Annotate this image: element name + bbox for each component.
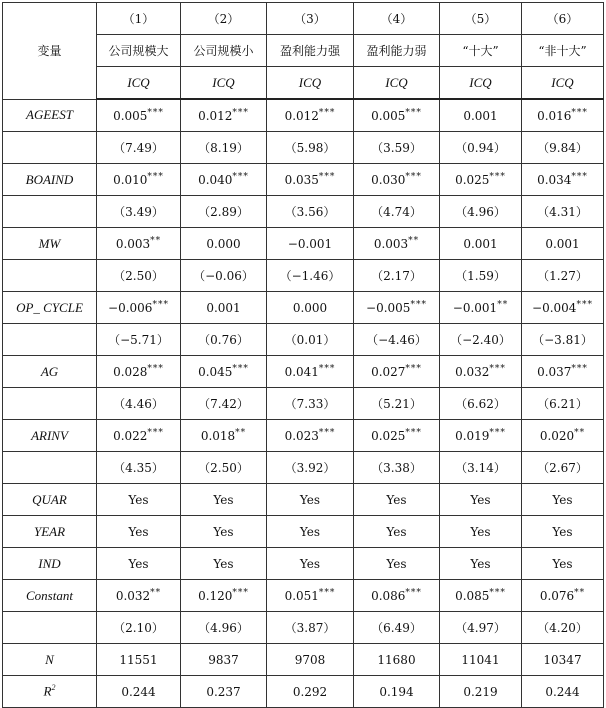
header-row-col-numbers <box>3 3 604 35</box>
dep-var-cell: ICQ <box>97 67 181 100</box>
coef-cell <box>267 420 354 452</box>
t-stat-cell: （6.21） <box>522 388 604 420</box>
empty-var-cell <box>3 196 97 228</box>
coef-value: 0.076 <box>539 589 575 603</box>
coef-value: 0.120 <box>198 589 233 603</box>
significance-stars: *** <box>147 108 164 118</box>
control-value-cell: Yes <box>354 484 440 516</box>
coef-cell <box>440 420 522 452</box>
significance-stars: *** <box>571 172 588 182</box>
coef-value: 0.005 <box>371 109 406 123</box>
control-value-cell: Yes <box>522 516 604 548</box>
coef-cell <box>354 164 440 196</box>
variable-name-cell: IND <box>3 548 97 580</box>
control-value-cell: Yes <box>354 516 440 548</box>
coef-cell <box>354 228 440 260</box>
coef-cell <box>522 420 604 452</box>
coef-cell <box>440 292 522 324</box>
t-stat-cell: （1.27） <box>522 260 604 292</box>
significance-stars: *** <box>405 108 422 118</box>
variable-name-cell: QUAR <box>3 484 97 516</box>
significance-stars: *** <box>318 364 336 374</box>
t-stat-cell: （8.19） <box>181 132 267 164</box>
significance-stars: *** <box>232 364 249 374</box>
r2-value-cell: 0.194 <box>354 676 440 708</box>
coef-cell <box>181 292 267 324</box>
t-stat-cell: （7.33） <box>267 388 354 420</box>
significance-stars: ** <box>574 588 586 598</box>
coef-cell <box>522 164 604 196</box>
r2-value-cell: 0.292 <box>267 676 354 708</box>
col-number-cell: （5） <box>440 3 522 35</box>
coef-cell <box>354 99 440 132</box>
t-stat-cell: （7.49） <box>97 132 181 164</box>
coef-value: −0.005 <box>366 301 411 315</box>
significance-stars: ** <box>574 428 586 438</box>
t-stat-cell: （0.76） <box>181 324 267 356</box>
variable-name-cell: BOAIND <box>3 164 97 196</box>
coef-cell <box>522 292 604 324</box>
t-stat-cell: （3.49） <box>97 196 181 228</box>
table-body <box>3 3 604 708</box>
coef-cell <box>181 356 267 388</box>
coef-value: 0.012 <box>284 109 319 123</box>
t-stat-cell: （−1.46） <box>267 260 354 292</box>
coef-value: 0.005 <box>113 109 148 123</box>
control-value-cell: Yes <box>97 484 181 516</box>
coef-value: 0.019 <box>455 429 490 443</box>
col-group-cell: “非十大” <box>522 35 604 67</box>
coef-cell <box>181 420 267 452</box>
t-stat-cell: （2.50） <box>97 260 181 292</box>
col-number-cell: （4） <box>354 3 440 35</box>
t-stat-cell: （−5.71） <box>97 324 181 356</box>
t-stat-cell: （−2.40） <box>440 324 522 356</box>
t-stat-cell: （3.14） <box>440 452 522 484</box>
coef-row <box>3 580 604 612</box>
significance-stars: *** <box>489 172 506 182</box>
coef-value: 0.000 <box>292 301 328 315</box>
t-stat-cell: （4.31） <box>522 196 604 228</box>
empty-var-cell <box>3 388 97 420</box>
r2-superscript: 2 <box>51 683 56 693</box>
coef-row <box>3 292 604 324</box>
col-number-cell: （2） <box>181 3 267 35</box>
control-row <box>3 516 604 548</box>
variable-name-cell: N <box>3 644 97 676</box>
control-value-cell: Yes <box>440 516 522 548</box>
coef-cell <box>97 420 181 452</box>
coef-row <box>3 420 604 452</box>
t-stat-row <box>3 196 604 228</box>
control-value-cell: Yes <box>440 548 522 580</box>
r2-row <box>3 676 604 708</box>
variable-name-cell: Constant <box>3 580 97 612</box>
t-stat-cell: （4.74） <box>354 196 440 228</box>
coef-cell <box>522 99 604 132</box>
significance-stars: *** <box>489 588 506 598</box>
coef-value: 0.035 <box>284 173 319 187</box>
t-stat-cell: （2.10） <box>97 612 181 644</box>
n-value-cell: 11041 <box>440 644 522 676</box>
t-stat-cell: （5.21） <box>354 388 440 420</box>
significance-stars: *** <box>232 172 249 182</box>
coef-value: 0.041 <box>284 365 319 379</box>
r2-value-cell: 0.244 <box>522 676 604 708</box>
coef-row <box>3 228 604 260</box>
col-group-cell: 公司规模小 <box>181 35 267 67</box>
coef-value: 0.045 <box>198 365 233 379</box>
r2-label-cell <box>3 676 97 708</box>
control-row <box>3 548 604 580</box>
coef-value: 0.040 <box>198 173 233 187</box>
coef-cell <box>97 356 181 388</box>
var-header-cell: 变量 <box>3 3 97 100</box>
t-stat-row <box>3 260 604 292</box>
coef-value: 0.020 <box>539 429 575 443</box>
empty-var-cell <box>3 612 97 644</box>
control-value-cell: Yes <box>267 548 354 580</box>
control-value-cell: Yes <box>181 516 267 548</box>
coef-cell <box>440 356 522 388</box>
t-stat-cell: （2.17） <box>354 260 440 292</box>
control-value-cell: Yes <box>181 548 267 580</box>
dep-var-cell: ICQ <box>522 67 604 100</box>
coef-cell <box>97 292 181 324</box>
coef-value: 0.032 <box>455 365 490 379</box>
t-stat-row <box>3 132 604 164</box>
t-stat-cell: （4.20） <box>522 612 604 644</box>
regression-table-container <box>2 2 604 708</box>
t-stat-row <box>3 324 604 356</box>
control-value-cell: Yes <box>97 548 181 580</box>
r2-value-cell: 0.244 <box>97 676 181 708</box>
t-stat-cell: （3.92） <box>267 452 354 484</box>
control-value-cell: Yes <box>267 516 354 548</box>
variable-name-cell: AGEEST <box>3 99 97 132</box>
coef-cell <box>97 99 181 132</box>
significance-stars: ** <box>235 428 247 438</box>
coef-cell <box>354 292 440 324</box>
coef-cell <box>354 580 440 612</box>
significance-stars: *** <box>571 364 588 374</box>
t-stat-cell: （4.46） <box>97 388 181 420</box>
significance-stars: *** <box>147 364 164 374</box>
coef-cell <box>440 228 522 260</box>
t-stat-cell: （−3.81） <box>522 324 604 356</box>
coef-cell <box>97 228 181 260</box>
significance-stars: *** <box>405 588 422 598</box>
t-stat-row <box>3 612 604 644</box>
empty-var-cell <box>3 324 97 356</box>
significance-stars: *** <box>405 172 422 182</box>
coef-value: 0.025 <box>371 429 406 443</box>
coef-value: −0.001 <box>287 237 333 251</box>
n-value-cell: 11551 <box>97 644 181 676</box>
significance-stars: *** <box>405 364 422 374</box>
significance-stars: ** <box>150 588 162 598</box>
dep-var-cell: ICQ <box>267 67 354 100</box>
significance-stars: *** <box>232 588 249 598</box>
coef-cell <box>267 356 354 388</box>
coef-cell <box>267 228 354 260</box>
t-stat-cell: （2.50） <box>181 452 267 484</box>
col-group-cell: 盈利能力弱 <box>354 35 440 67</box>
coef-cell <box>267 292 354 324</box>
n-value-cell: 9708 <box>267 644 354 676</box>
variable-name-cell: OP_ CYCLE <box>3 292 97 324</box>
coef-cell <box>97 164 181 196</box>
control-value-cell: Yes <box>181 484 267 516</box>
coef-value: 0.086 <box>371 589 406 603</box>
col-number-cell: （1） <box>97 3 181 35</box>
t-stat-cell: （2.67） <box>522 452 604 484</box>
t-stat-cell: （6.49） <box>354 612 440 644</box>
t-stat-cell: （2.89） <box>181 196 267 228</box>
t-stat-cell: （−4.46） <box>354 324 440 356</box>
coef-cell <box>440 580 522 612</box>
significance-stars: *** <box>318 108 336 118</box>
coef-cell <box>440 164 522 196</box>
coef-cell <box>181 164 267 196</box>
coef-cell <box>181 99 267 132</box>
t-stat-cell: （3.56） <box>267 196 354 228</box>
coef-row <box>3 356 604 388</box>
dep-var-cell: ICQ <box>440 67 522 100</box>
r2-value-cell: 0.237 <box>181 676 267 708</box>
variable-name-cell: ARINV <box>3 420 97 452</box>
coef-row <box>3 164 604 196</box>
col-group-cell: 公司规模大 <box>97 35 181 67</box>
coef-value: 0.001 <box>206 301 241 315</box>
empty-var-cell <box>3 452 97 484</box>
t-stat-cell: （−0.06） <box>181 260 267 292</box>
coef-value: −0.004 <box>532 301 577 315</box>
t-stat-cell: （7.42） <box>181 388 267 420</box>
coef-value: 0.010 <box>113 173 148 187</box>
coef-value: 0.051 <box>284 589 319 603</box>
coef-value: 0.023 <box>284 429 319 443</box>
coef-cell <box>354 356 440 388</box>
control-value-cell: Yes <box>522 548 604 580</box>
significance-stars: ** <box>150 236 162 246</box>
control-value-cell: Yes <box>440 484 522 516</box>
dep-var-cell: ICQ <box>181 67 267 100</box>
t-stat-cell: （4.96） <box>440 196 522 228</box>
coef-value: 0.027 <box>371 365 406 379</box>
t-stat-cell: （5.98） <box>267 132 354 164</box>
n-value-cell: 9837 <box>181 644 267 676</box>
significance-stars: *** <box>318 172 336 182</box>
t-stat-cell: （3.87） <box>267 612 354 644</box>
coef-value: 0.085 <box>455 589 490 603</box>
t-stat-cell: （1.59） <box>440 260 522 292</box>
significance-stars: *** <box>147 172 164 182</box>
dep-var-cell: ICQ <box>354 67 440 100</box>
control-value-cell: Yes <box>97 516 181 548</box>
coef-row <box>3 99 604 132</box>
variable-name-cell: YEAR <box>3 516 97 548</box>
significance-stars: *** <box>489 428 506 438</box>
coef-value: 0.001 <box>463 109 498 123</box>
significance-stars: *** <box>571 108 588 118</box>
t-stat-cell: （9.84） <box>522 132 604 164</box>
coef-value: 0.001 <box>545 237 580 251</box>
empty-var-cell <box>3 260 97 292</box>
variable-name-cell: MW <box>3 228 97 260</box>
significance-stars: *** <box>489 364 506 374</box>
control-value-cell: Yes <box>522 484 604 516</box>
t-stat-row <box>3 388 604 420</box>
coef-cell <box>267 164 354 196</box>
coef-value: 0.025 <box>455 173 490 187</box>
coef-cell <box>181 580 267 612</box>
coef-value: −0.006 <box>108 301 153 315</box>
coef-value: 0.003 <box>115 237 151 251</box>
coef-cell <box>267 580 354 612</box>
coef-value: 0.001 <box>463 237 498 251</box>
t-stat-cell: （3.38） <box>354 452 440 484</box>
coef-value: 0.032 <box>115 589 151 603</box>
coef-value: 0.016 <box>537 109 572 123</box>
t-stat-cell: （4.97） <box>440 612 522 644</box>
significance-stars: *** <box>318 588 336 598</box>
t-stat-cell: （0.94） <box>440 132 522 164</box>
coef-cell <box>97 580 181 612</box>
coef-value: −0.001 <box>452 301 498 315</box>
coef-value: 0.003 <box>373 237 409 251</box>
control-value-cell: Yes <box>267 484 354 516</box>
t-stat-cell: （6.62） <box>440 388 522 420</box>
coef-cell <box>181 228 267 260</box>
t-stat-row <box>3 452 604 484</box>
coef-value: 0.034 <box>537 173 572 187</box>
n-row <box>3 644 604 676</box>
col-group-cell: 盈利能力强 <box>267 35 354 67</box>
significance-stars: *** <box>405 428 422 438</box>
coef-cell <box>522 356 604 388</box>
n-value-cell: 11680 <box>354 644 440 676</box>
t-stat-cell: （4.35） <box>97 452 181 484</box>
col-group-cell: “十大” <box>440 35 522 67</box>
coef-cell <box>354 420 440 452</box>
coef-cell <box>522 228 604 260</box>
coef-value: 0.037 <box>537 365 572 379</box>
t-stat-cell: （4.96） <box>181 612 267 644</box>
significance-stars: *** <box>318 428 336 438</box>
coef-value: 0.022 <box>113 429 148 443</box>
significance-stars: *** <box>232 108 249 118</box>
control-row <box>3 484 604 516</box>
coef-cell <box>522 580 604 612</box>
coef-value: 0.030 <box>371 173 406 187</box>
r2-label: R <box>43 683 52 699</box>
coef-value: 0.000 <box>206 237 241 251</box>
n-value-cell: 10347 <box>522 644 604 676</box>
t-stat-cell: （0.01） <box>267 324 354 356</box>
r2-value-cell: 0.219 <box>440 676 522 708</box>
control-value-cell: Yes <box>354 548 440 580</box>
empty-var-cell <box>3 132 97 164</box>
coef-cell <box>267 99 354 132</box>
significance-stars: *** <box>152 300 169 310</box>
coef-value: 0.012 <box>198 109 233 123</box>
t-stat-cell: （3.59） <box>354 132 440 164</box>
variable-name-cell: AG <box>3 356 97 388</box>
coef-value: 0.028 <box>113 365 148 379</box>
coef-value: 0.018 <box>200 429 236 443</box>
col-number-cell: （3） <box>267 3 354 35</box>
coef-cell <box>440 99 522 132</box>
col-number-cell: （6） <box>522 3 604 35</box>
regression-table <box>2 2 604 708</box>
significance-stars: *** <box>576 300 593 310</box>
significance-stars: ** <box>408 236 420 246</box>
significance-stars: *** <box>147 428 164 438</box>
significance-stars: ** <box>497 300 509 310</box>
significance-stars: *** <box>410 300 427 310</box>
